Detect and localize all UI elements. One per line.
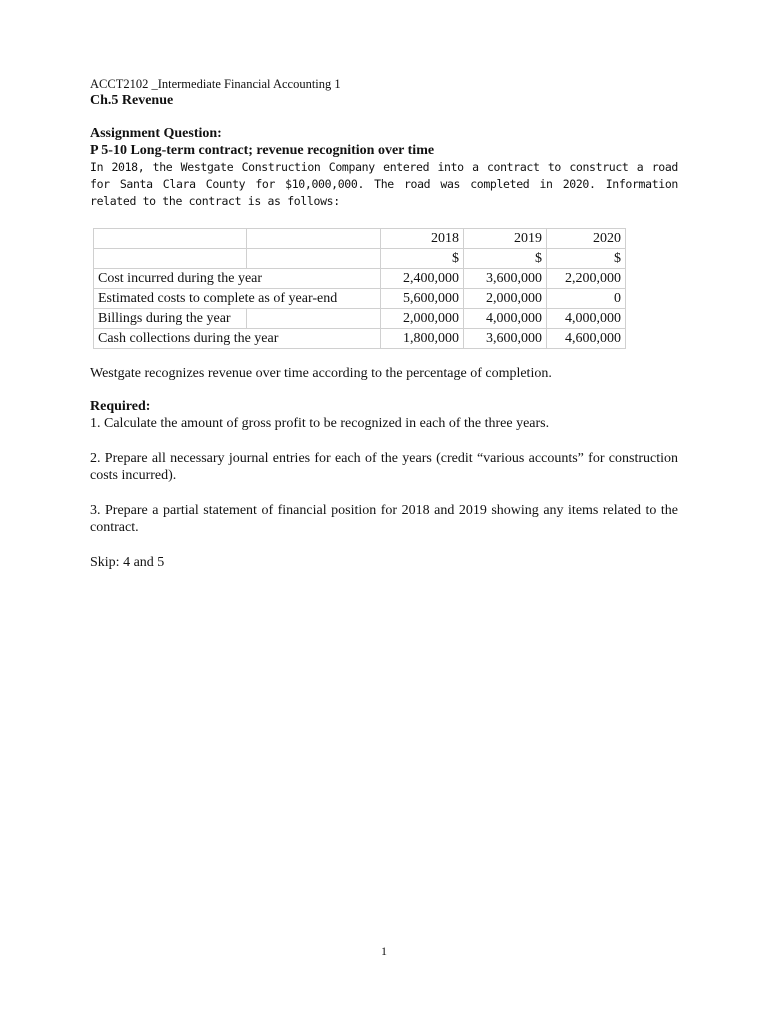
table-currency-row — [94, 249, 626, 269]
required-heading: Required: — [90, 399, 151, 414]
table-header-blank — [94, 229, 247, 249]
problem-intro: In 2018, the Westgate Construction Company entered into a contract to construct a road for Santa Clara County for $10,000,000. The road was completed in 2020. Information related to the contract is as follows: — [90, 160, 678, 208]
table-cell: 3,600,000 — [464, 329, 547, 349]
year-header-2018: 2018 — [381, 229, 464, 249]
table-header-blank — [247, 249, 381, 269]
table-cell: 2,400,000 — [381, 269, 464, 289]
table-cell: 1,800,000 — [381, 329, 464, 349]
table-row — [94, 329, 626, 349]
table-cell: 4,600,000 — [547, 329, 626, 349]
table-header-blank — [247, 229, 381, 249]
required-item-3: 3. Prepare a partial statement of financial position for 2018 and 2019 showing any items related to the contract. — [90, 503, 678, 535]
row-label: Cash collections during the year — [94, 329, 381, 349]
required-item-2: 2. Prepare all necessary journal entries for each of the years (credit “various accounts” for construction costs incurred). — [90, 451, 678, 483]
recognition-note: Westgate recognizes revenue over time according to the percentage of completion. — [90, 366, 552, 381]
year-header-2020: 2020 — [547, 229, 626, 249]
year-header-2019: 2019 — [464, 229, 547, 249]
table-cell: 2,000,000 — [381, 309, 464, 329]
table-cell-blank — [247, 309, 381, 329]
course-title: ACCT2102 _Intermediate Financial Accounting 1 — [90, 77, 341, 91]
table-cell: 4,000,000 — [464, 309, 547, 329]
problem-title: P 5-10 Long-term contract; revenue recognition over time — [90, 143, 435, 158]
table-header-row — [94, 229, 626, 249]
table-row — [94, 309, 626, 329]
assignment-heading: Assignment Question: — [90, 126, 222, 141]
table-cell: 5,600,000 — [381, 289, 464, 309]
document-page — [90, 76, 678, 571]
table-cell: 0 — [547, 289, 626, 309]
currency-symbol: $ — [381, 249, 464, 269]
currency-symbol: $ — [547, 249, 626, 269]
table-cell: 2,000,000 — [464, 289, 547, 309]
row-label: Cost incurred during the year — [94, 269, 381, 289]
table-cell: 2,200,000 — [547, 269, 626, 289]
chapter-title: Ch.5 Revenue — [90, 93, 174, 108]
currency-symbol: $ — [464, 249, 547, 269]
table-row — [94, 269, 626, 289]
table-cell: 4,000,000 — [547, 309, 626, 329]
page-number: 1 — [381, 944, 387, 958]
table-cell: 3,600,000 — [464, 269, 547, 289]
table-row — [94, 289, 626, 309]
row-label: Billings during the year — [94, 309, 247, 329]
contract-data-table — [93, 228, 626, 349]
required-item-1: 1. Calculate the amount of gross profit to be recognized in each of the three years. — [90, 416, 550, 431]
row-label: Estimated costs to complete as of year-end — [94, 289, 381, 309]
skip-note: Skip: 4 and 5 — [90, 555, 165, 570]
table-header-blank — [94, 249, 247, 269]
